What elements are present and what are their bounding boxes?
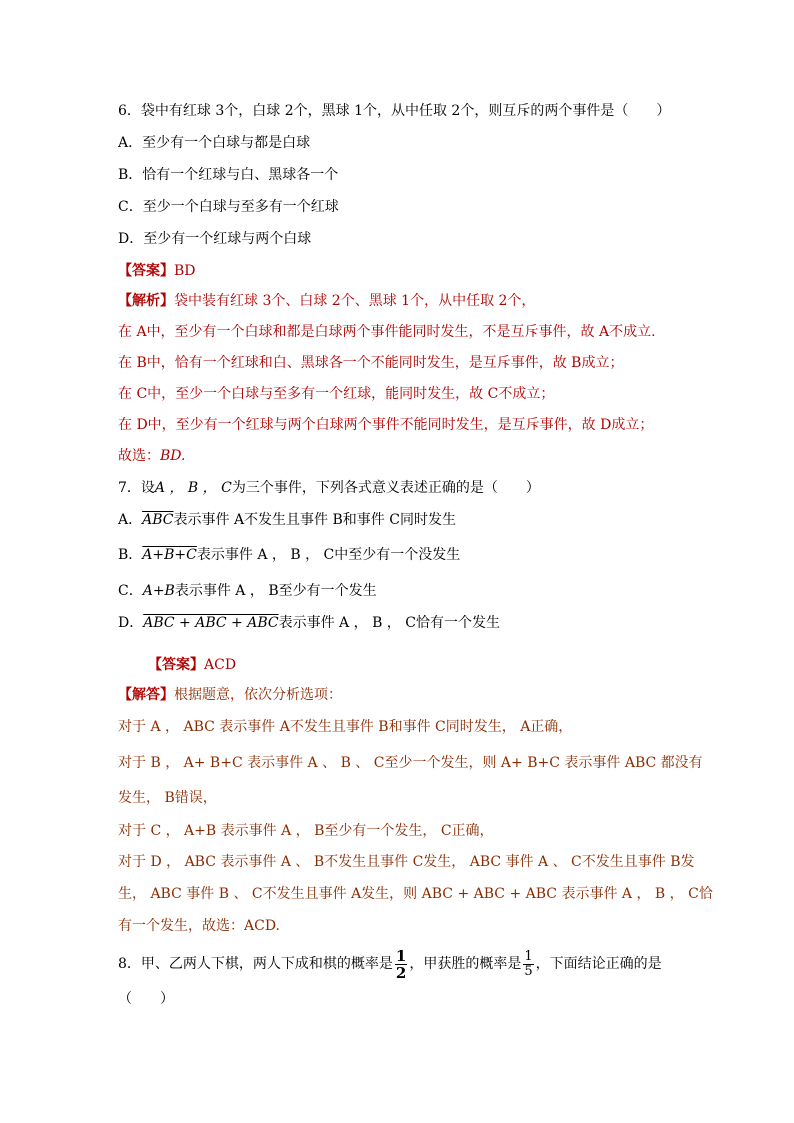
fraction-numerator: 1 [524,948,533,964]
q7-solution-3: 发生， B错误， [118,790,217,806]
q6-analysis-b: 在 B中，恰有一个红球和白、黑球各一个不能同时发生，是互斥事件，故 B成立； [118,355,624,371]
q7-stem-vars: A ， B ， C [154,480,232,496]
q7-stem [118,479,540,497]
q7-solution-5: 对于 D ， ABC 表示事件 A 、 B不发生且事件 C发生， ABC 事件 A 、 C不发生且事件 B发 [118,854,695,870]
solution-tag: 【解答】 [118,687,174,703]
q7-solution-4: 对于 C ， A+B 表示事件 A ， B至少有一个发生， C正确， [118,823,494,839]
q6-option-a: A．至少有一个白球与都是白球 [118,135,311,151]
answer-tag: 【答案】 [118,263,174,279]
option-prefix: D． [118,615,144,631]
option-text: 表示事件 A不发生且事件 B和事件 C同时发生 [173,512,456,528]
q6-option-c: C．至少一个白球与至多有一个红球 [118,199,339,215]
q6-answer [118,262,196,280]
fraction-denominator: 2 [395,963,407,982]
analysis-tag: 【解析】 [118,293,174,309]
answer-tag: 【答案】 [148,657,204,673]
option-expr: A+B+C [142,547,197,563]
q6-analysis-d: 在 D中，至少有一个红球与两个白球两个事件不能同时发生，是互斥事件，故 D成立； [118,417,654,433]
q6-analysis-c: 在 C中，至少一个白球与至多有一个红球，能同时发生，故 C不成立； [118,386,555,402]
q7-option-d [118,614,500,632]
q8-stem-b: ，甲获胜的概率是 [409,956,522,972]
option-prefix: B． [118,547,143,563]
q7-solution-6: 生， ABC 事件 B 、 C不发生且事件 A发生，则 ABC + ABC + ABC 表示事件 A ， B ， C恰 [118,886,713,902]
fraction-denominator: 5 [524,963,533,979]
q8-stem-c: ，下面结论正确的是 [535,956,662,972]
q7-solution-7: 有一个发生，故选：ACD. [118,918,280,934]
q6-stem: 6．袋中有红球 3个，白球 2个，黑球 1个，从中任取 2个，则互斥的两个事件是（ ） [118,103,671,119]
answer-value: BD [174,263,196,279]
option-expr: $\overline{ABC}$ [142,512,174,528]
option-prefix: A． [118,512,143,528]
answer-value: ACD [204,657,237,673]
fraction-draw [395,948,407,981]
option-text: 表示事件 A ， B ， C中至少有一个没发生 [196,547,461,563]
q6-option-d: D．至少有一个红球与两个白球 [118,231,312,247]
conclusion-prefix: 故选： [118,448,160,464]
option-expr: A+B [142,583,175,599]
q6-analysis-a: 在 A中，至少有一个白球和都是白球两个事件能同时发生，不是互斥事件，故 A不成立. [118,324,656,340]
fraction-numerator: 1 [395,946,407,965]
q6-conclusion [118,447,185,465]
q7-option-b [118,546,460,564]
q7-option-a [118,511,456,529]
q7-answer [148,656,236,674]
q8-paren: （ ） [118,991,174,1007]
q7-option-c [118,582,377,600]
option-text: 表示事件 A ， B至少有一个发生 [174,583,377,599]
q7-stem-rest: 为三个事件，下列各式意义表述正确的是（ ） [231,480,540,496]
option-prefix: C． [118,583,143,599]
q8-stem-a: 8．甲、乙两人下棋，两人下成和棋的概率是 [118,956,393,972]
q6-option-b: B．恰有一个红球与白、黑球各一个 [118,167,339,183]
option-text: 表示事件 A ， B ， C恰有一个发生 [278,615,500,631]
q7-solution [118,686,342,704]
analysis-intro: 袋中装有红球 3个、白球 2个、黑球 1个，从中任取 2个， [174,293,536,309]
q6-analysis [118,292,535,310]
conclusion-value: BD. [160,448,186,464]
option-expr: ABC + ABC + ABC [143,615,279,631]
q7-solution-1: 对于 A ， ABC 表示事件 A不发生且事件 B和事件 C同时发生， A正确， [118,719,573,735]
q7-stem-num: 7．设 [118,480,155,496]
solution-intro: 根据题意，依次分析选项： [174,687,342,703]
fraction-win [523,950,533,979]
q8-stem [118,946,662,982]
q7-solution-2: 对于 B ， A+ B+C 表示事件 A 、 B 、 C至少一个发生，则 A+ B+C 表示事件 ABC 都没有 [118,755,703,771]
